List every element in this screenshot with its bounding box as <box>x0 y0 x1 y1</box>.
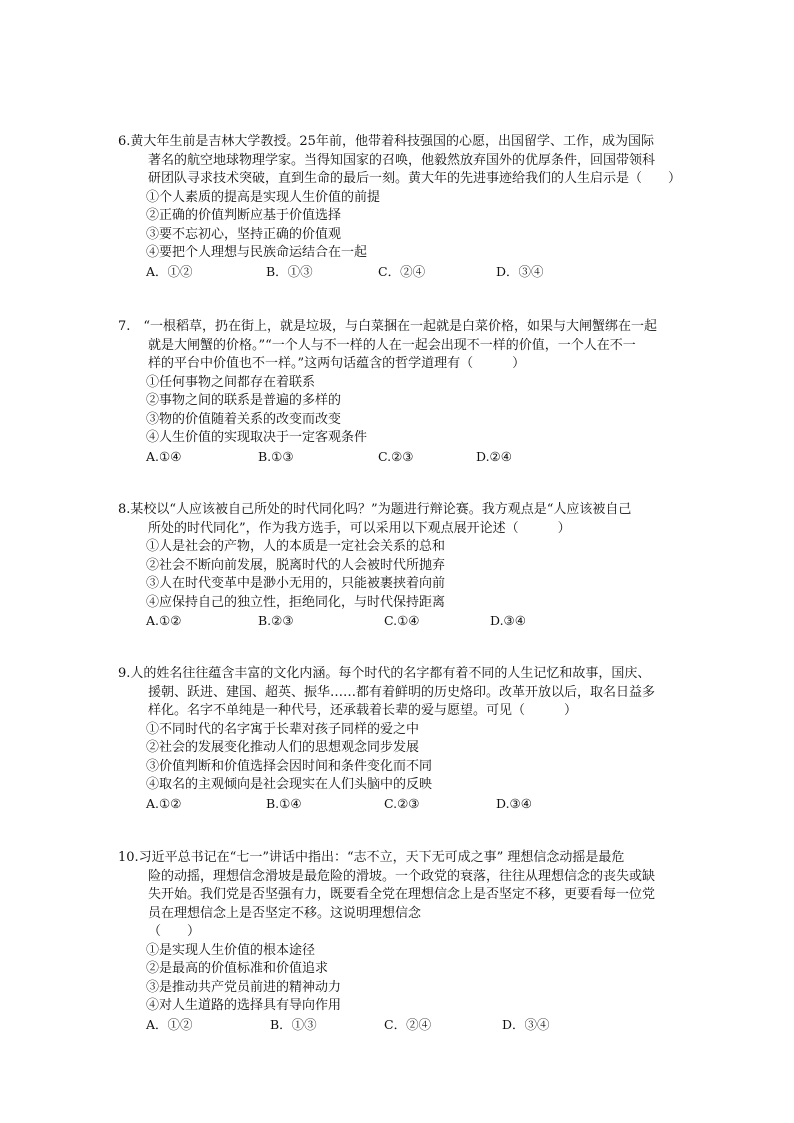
statement-item: ①个人素质的提高是实现人生价值的前提 <box>146 189 381 205</box>
choice-c[interactable]: C．②④ <box>378 263 426 279</box>
choice-a[interactable]: A.①④ <box>146 448 182 464</box>
choice-c[interactable]: C.②③ <box>378 448 414 464</box>
statement-item: ①是实现人生价值的根本途径 <box>146 942 316 958</box>
stem-line: 所处的时代同化”，作为我方选手，可以采用以下观点展开论述（ ） <box>148 520 571 536</box>
stem-line: 7. “一根稻草，扔在街上，就是垃圾，与白菜捆在一起就是白菜价格，如果与大闸蟹绑在一起 <box>118 319 658 334</box>
statement-item: ④对人生道路的选择具有导向作用 <box>146 998 342 1013</box>
stem-line: 著名的航空地球物理学家。当得知国家的召唤，他毅然放弃国外的优厚条件，回国带领科 <box>148 152 656 168</box>
choice-d[interactable]: D.③④ <box>496 795 532 811</box>
answer-blank: （ ） <box>148 924 201 939</box>
choice-b[interactable]: B.①③ <box>258 448 294 464</box>
choice-c[interactable]: C.①④ <box>384 613 420 628</box>
answer-choices <box>146 612 708 631</box>
stem-line: 援朝、跃进、建国、超英、振华……都有着鲜明的历史烙印。改革开放以后，取名日益多 <box>148 684 656 700</box>
choice-b[interactable]: B.②③ <box>258 613 294 628</box>
answer-choices <box>146 1016 708 1035</box>
choice-d[interactable]: D．③④ <box>496 263 544 279</box>
answer-choices <box>146 448 708 467</box>
stem-line: 员在理想信念上是否坚定不移。这说明理想信念 <box>148 905 422 921</box>
statement-item: ③人在时代变革中是渺小无用的，只能被裹挟着向前 <box>146 576 446 591</box>
choice-b[interactable]: B．①③ <box>266 263 313 279</box>
statement-item: ③要不忘初心，坚持正确的价值观 <box>146 226 342 242</box>
question-stem <box>118 665 708 721</box>
question-8 <box>118 501 708 631</box>
stem-line: 就是大闸蟹的价格。”“一个人与不一样的人在一起会出现不一样的价值，一个人在不一 <box>148 337 636 353</box>
statement-item: ②是最高的价值标准和价值追求 <box>146 961 329 976</box>
choice-c[interactable]: C.②③ <box>384 795 420 811</box>
question-6 <box>118 133 708 281</box>
choice-a[interactable]: A．①② <box>146 263 193 279</box>
choice-a[interactable]: A．①② <box>146 1016 193 1032</box>
choice-d[interactable]: D.③④ <box>490 613 526 628</box>
stem-line: 6.黄大年生前是吉林大学教授。25年前，他带着科技强国的心愿，出国留学、工作，成为国际 <box>118 134 654 149</box>
statement-item: ④取名的主观倾向是社会现实在人们头脑中的反映 <box>146 777 433 792</box>
stem-line: 失开始。我们党是否坚强有力，既要看全党在理想信念上是否坚定不移，更要看每一位党 <box>148 887 656 902</box>
choice-a[interactable]: A.①② <box>146 613 182 628</box>
statement-item: ②事物之间的联系是普遍的多样的 <box>146 393 342 408</box>
question-10 <box>118 849 708 1034</box>
stem-line: 样化。名字不单纯是一种代号，还承载着长辈的爱与愿望。可见（ ） <box>148 703 578 718</box>
stem-line: 研团队寻求技术突破，直到生命的最后一刻。黄大年的先进事迹给我们的人生启示是（ ） <box>148 171 682 186</box>
statement-item: ①任何事物之间都存在着联系 <box>146 374 316 390</box>
answer-choices <box>146 795 708 814</box>
choice-d[interactable]: D.②④ <box>476 448 512 464</box>
statement-item: ①人是社会的产物，人的本质是一定社会关系的总和 <box>146 539 446 554</box>
statement-item: ③是推动共产党员前进的精神动力 <box>146 979 342 995</box>
stem-line: 险的动摇，理想信念滑坡是最危险的滑坡。一个政党的衰落，往往从理想信念的丧失或缺 <box>148 868 656 884</box>
choice-b[interactable]: B.①④ <box>266 795 302 811</box>
statement-item: ④要把个人理想与民族命运结合在一起 <box>146 245 368 260</box>
stem-line: 8.某校以“人应该被自己所处的时代同化吗？”为题进行辩论赛。我方观点是“人应该被自己 <box>118 502 632 517</box>
question-stem <box>118 318 708 374</box>
statement-item: ②社会不断向前发展，脱离时代的人会被时代所抛弃 <box>146 557 446 573</box>
choice-a[interactable]: A.①② <box>146 795 182 811</box>
stem-line: 样的平台中价值也不一样。”这两句话蕴含的哲学道理有（ ） <box>148 356 526 371</box>
statement-item: ②社会的发展变化推动人们的思想观念同步发展 <box>146 740 420 755</box>
question-9 <box>118 665 708 813</box>
question-stem <box>118 501 708 538</box>
question-7 <box>118 318 708 466</box>
statement-item: ③物的价值随着关系的改变而改变 <box>146 411 342 427</box>
answer-choices <box>146 263 708 282</box>
statement-item: ①不同时代的名字寓于长辈对孩子同样的爱之中 <box>146 721 420 737</box>
statement-item: ③价值判断和价值选择会因时间和条件变化而不同 <box>146 758 433 774</box>
stem-line: 9.人的姓名往往蕴含丰富的文化内涵。每个时代的名字都有着不同的人生记忆和故事，国庆、 <box>118 666 651 681</box>
stem-line: 10.习近平总书记在“七一”讲话中指出：“志不立，天下无可成之事” 理想信念动摇是最危 <box>118 850 625 865</box>
choice-d[interactable]: D．③④ <box>502 1016 550 1032</box>
choice-b[interactable]: B．①③ <box>270 1016 317 1032</box>
question-stem <box>118 133 708 189</box>
question-stem <box>118 849 708 942</box>
choice-c[interactable]: C．②④ <box>384 1016 432 1032</box>
statement-item: ②正确的价值判断应基于价值选择 <box>146 208 342 223</box>
statement-item: ④应保持自己的独立性，拒绝同化，与时代保持距离 <box>146 594 446 610</box>
statement-item: ④人生价值的实现取决于一定客观条件 <box>146 430 368 445</box>
